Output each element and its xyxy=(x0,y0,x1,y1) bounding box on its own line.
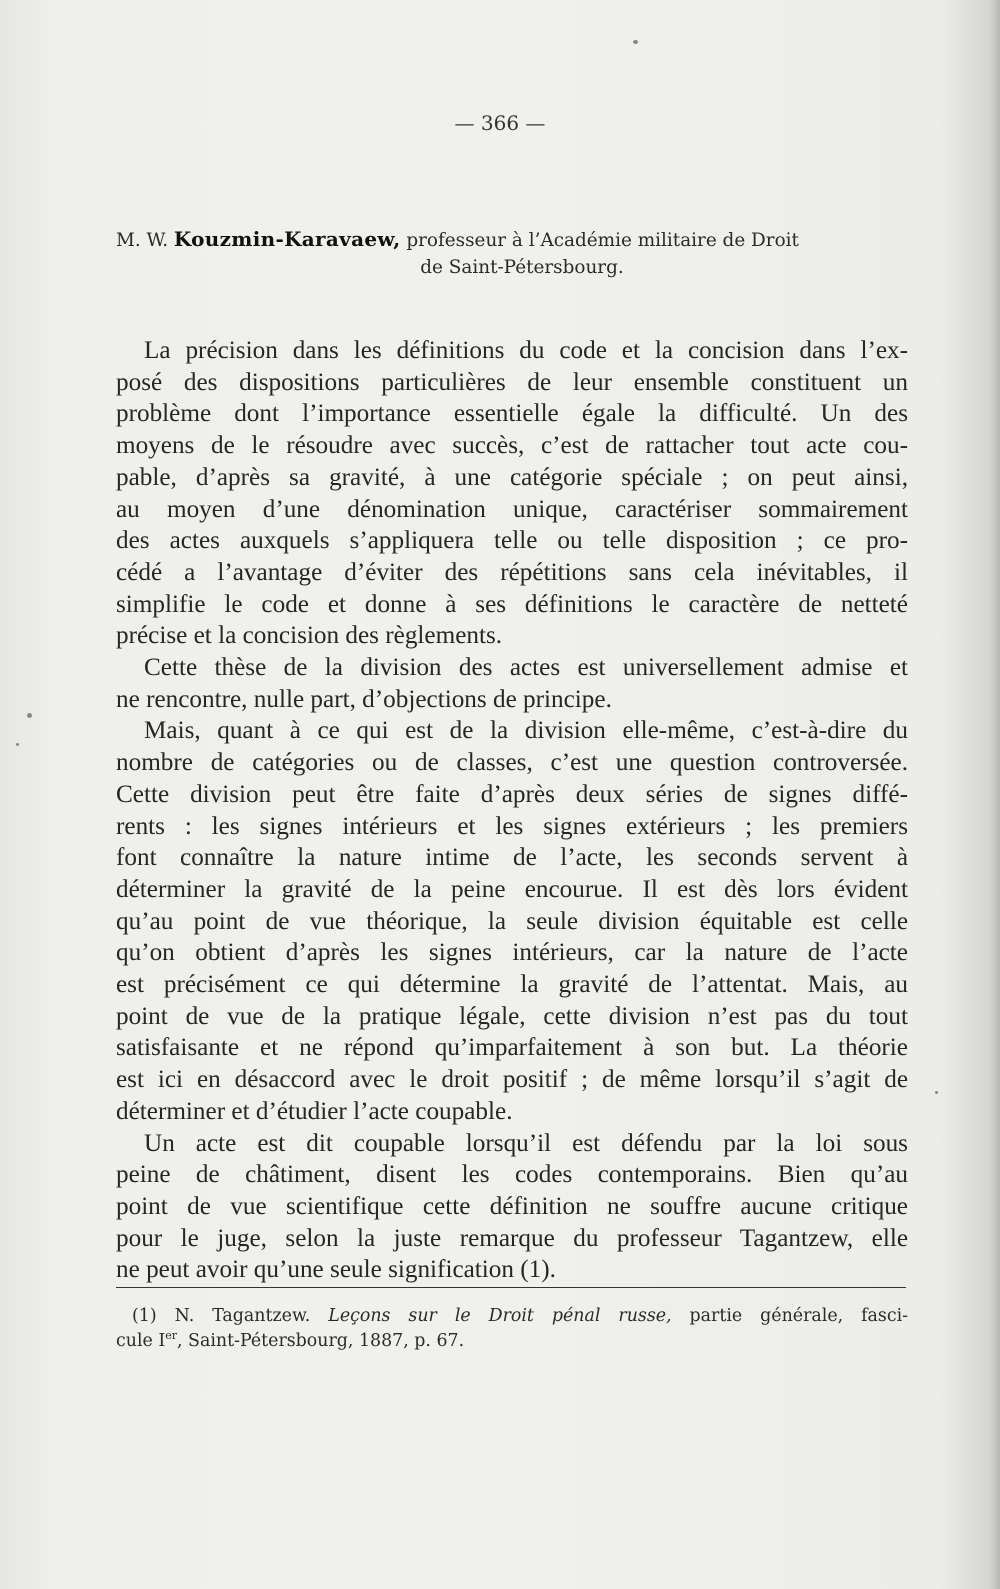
text-line: point de vue scientifique cette définition ne souffre aucune critique xyxy=(116,1192,908,1220)
text-line: simplifie le code et donne à ses définitions le caractère de netteté xyxy=(116,590,908,618)
text-line: Mais, quant à ce qui est de la division elle-même, c’est-à-dire du xyxy=(144,717,908,745)
text-line: qu’au point de vue théorique, la seule division équitable est celle xyxy=(116,907,908,935)
text-line: font connaître la nature intime de l’acte, les seconds servent à xyxy=(116,844,908,872)
footnote-superscript: er xyxy=(165,1329,177,1343)
author-affiliation: professeur à l’Académie militaire de Droit xyxy=(406,230,799,251)
footnote-rest: partie générale, fasci- xyxy=(689,1306,909,1326)
text-line: qu’on obtient d’après les signes intérieurs, car la nature de l’acte xyxy=(116,939,908,967)
text-line: au moyen d’une dénomination unique, caractériser sommairement xyxy=(116,495,908,523)
author-heading xyxy=(116,226,908,281)
footnote-text: cule I xyxy=(116,1331,166,1351)
text-line: déterminer la gravité de la peine encourue. Il est dès lors évident xyxy=(116,875,908,903)
paper-speck xyxy=(27,713,32,718)
text-line: ne peut avoir qu’une seule signification (1). xyxy=(116,1256,556,1284)
footnote-marker: (1) N. Tagantzew. xyxy=(132,1306,311,1326)
paper-speck xyxy=(935,1091,938,1094)
body-text xyxy=(116,335,908,1286)
author-prefix: M. W. xyxy=(116,230,169,251)
text-line: satisfaisante et ne répond qu’imparfaitement à son but. La théorie xyxy=(116,1034,908,1062)
page-number: — 366 — xyxy=(454,111,546,135)
paper-speck xyxy=(16,743,19,746)
text-line: point de vue de la pratique légale, cette division n’est pas du tout xyxy=(116,1002,908,1030)
footnote-line xyxy=(116,1329,908,1354)
author-name: Kouzmin-Karavaew, xyxy=(173,227,401,251)
text-line: des actes auxquels s’appliquera telle ou telle disposition ; ce pro- xyxy=(116,527,908,555)
footnote-line xyxy=(116,1304,908,1329)
text-line: ne rencontre, nulle part, d’objections de principe. xyxy=(116,685,612,713)
text-line: déterminer et d’étudier l’acte coupable. xyxy=(116,1097,513,1125)
footnote-title: Leçons sur le Droit pénal russe, xyxy=(328,1306,672,1326)
text-line: posé des dispositions particulières de leur ensemble constituent un xyxy=(116,368,908,396)
text-line: Cette thèse de la division des actes est universellement admise et xyxy=(144,654,908,682)
paper-speck xyxy=(633,40,638,44)
text-line: moyens de le résoudre avec succès, c’est de rattacher tout acte cou- xyxy=(116,432,908,460)
footnote-divider xyxy=(116,1287,906,1288)
text-line: rents : les signes intérieurs et les signes extérieurs ; les premiers xyxy=(116,812,908,840)
text-line: pour le juge, selon la juste remarque du professeur Tagantzew, elle xyxy=(116,1224,908,1252)
author-affiliation-city: de Saint-Pétersbourg. xyxy=(420,257,624,278)
text-line: nombre de catégories ou de classes, c’est une question controversée. xyxy=(116,749,908,777)
text-line: Cette division peut être faite d’après deux séries de signes diffé- xyxy=(116,780,908,808)
text-line: précise et la concision des règlements. xyxy=(116,622,503,650)
text-line: La précision dans les définitions du code et la concision dans l’ex- xyxy=(144,337,908,364)
text-line: est ici en désaccord avec le droit positif ; de même lorsqu’il s’agit de xyxy=(116,1066,908,1094)
text-line: Un acte est dit coupable lorsqu’il est défendu par la loi sous xyxy=(144,1129,908,1157)
text-line: est précisément ce qui détermine la gravité de l’attentat. Mais, au xyxy=(116,971,908,999)
text-line: peine de châtiment, disent les codes contemporains. Bien qu’au xyxy=(116,1161,908,1189)
text-line: pable, d’après sa gravité, à une catégorie spéciale ; on peut ainsi, xyxy=(116,463,908,491)
text-line: problème dont l’importance essentielle égale la difficulté. Un des xyxy=(116,400,908,428)
footnote xyxy=(116,1304,908,1354)
author-line xyxy=(116,226,908,254)
text-line: cédé a l’avantage d’éviter des répétitions sans cela inévitables, il xyxy=(116,558,908,586)
footnote-text: , Saint-Pétersbourg, 1887, p. 67. xyxy=(176,1331,465,1351)
